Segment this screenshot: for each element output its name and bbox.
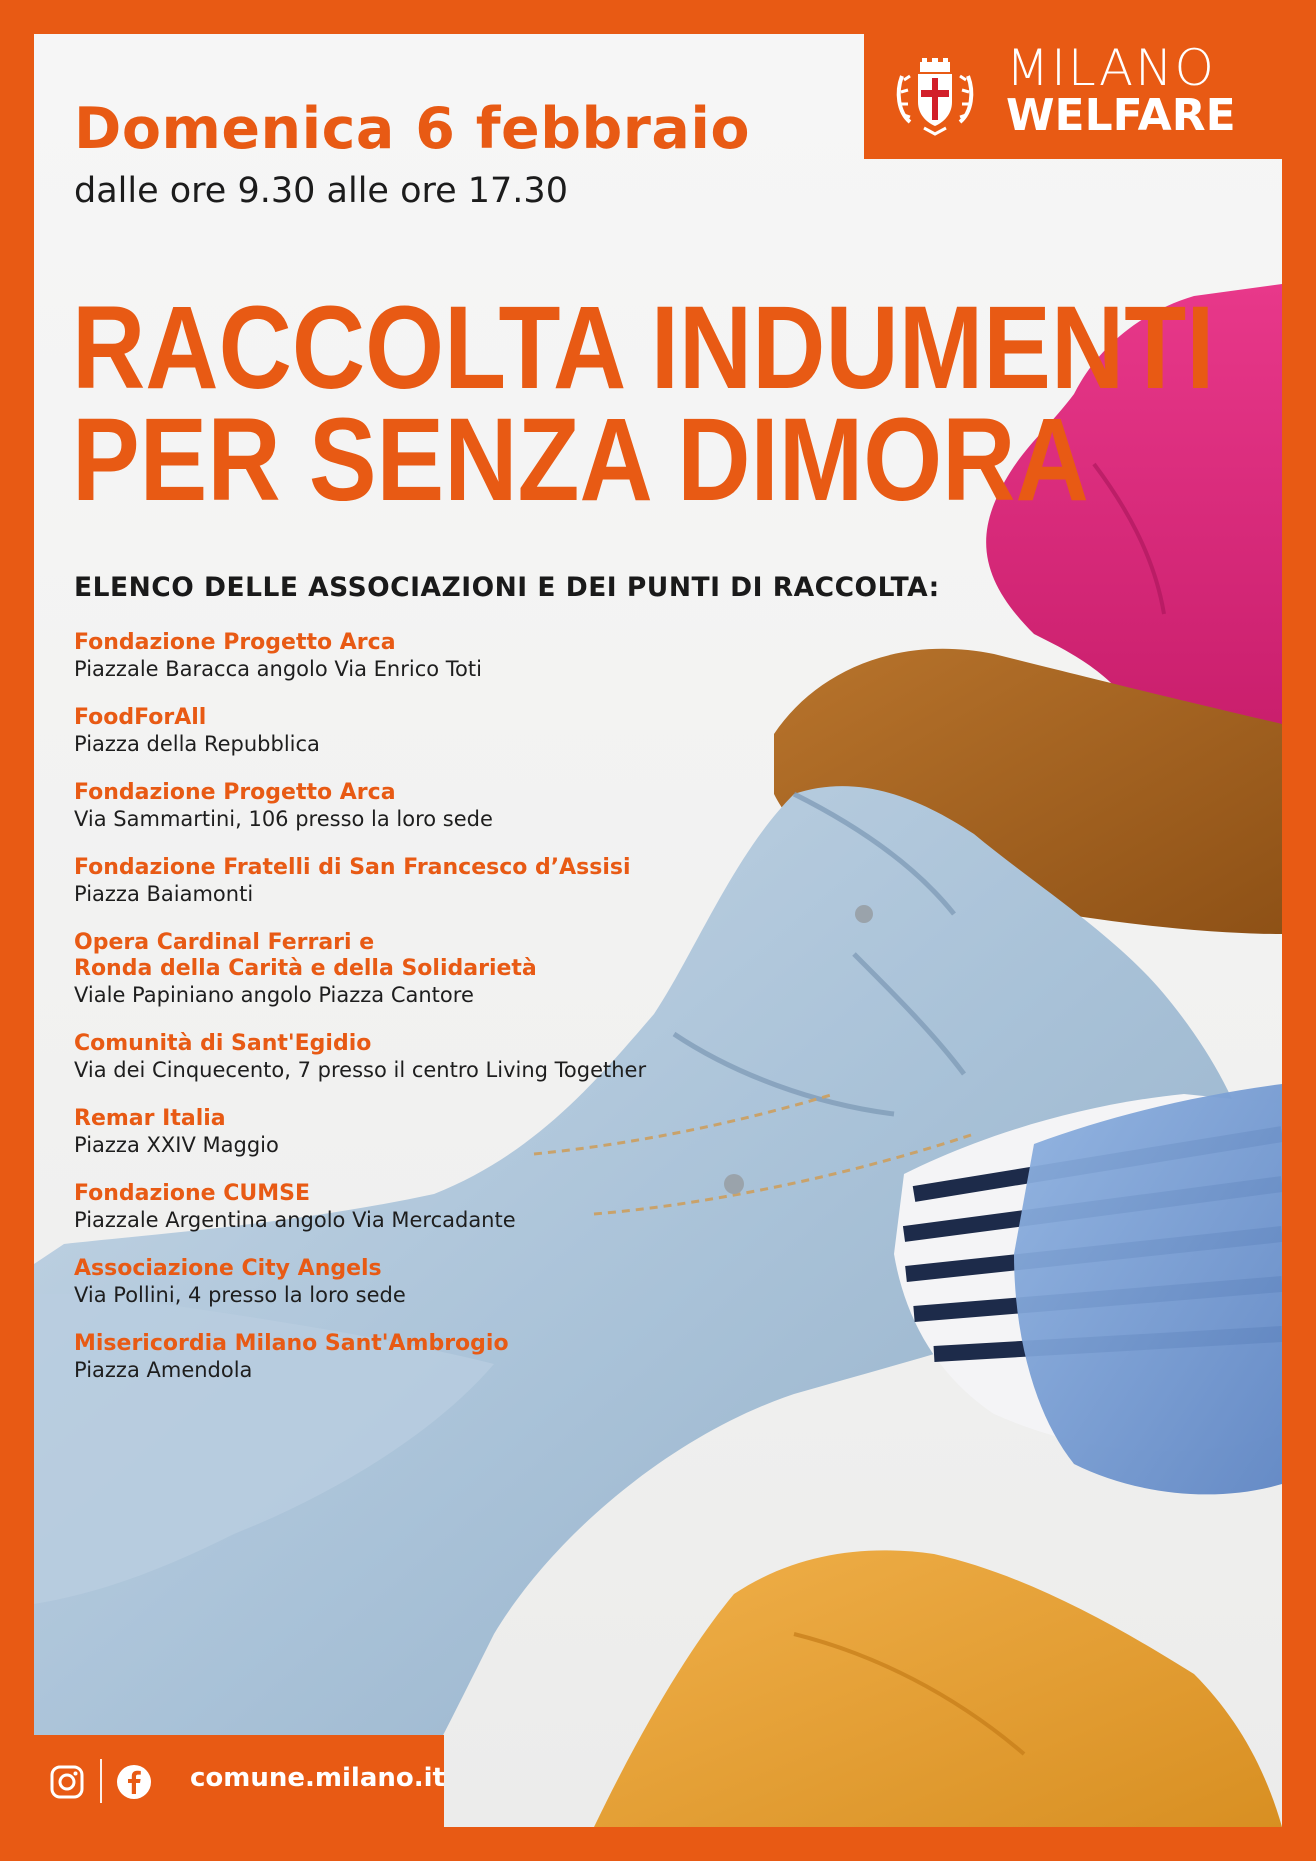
association-address: Via dei Cinquecento, 7 presso il centro Living Together bbox=[74, 1058, 647, 1082]
association-name: Fondazione Fratelli di San Francesco d’Assisi bbox=[74, 855, 631, 880]
logo-city-name: MILANO bbox=[1006, 39, 1216, 97]
association-address: Via Sammartini, 106 presso la loro sede bbox=[74, 807, 493, 831]
poster-panel bbox=[34, 34, 1282, 1827]
association-name: Fondazione CUMSE bbox=[74, 1181, 310, 1206]
association-name: Fondazione Progetto Arca bbox=[74, 630, 396, 655]
mustard-shirt bbox=[594, 1550, 1282, 1827]
association-name: Remar Italia bbox=[74, 1106, 226, 1131]
list-item bbox=[74, 1106, 794, 1181]
list-heading: ELENCO DELLE ASSOCIAZIONI E DEI PUNTI DI RACCOLTA: bbox=[74, 572, 940, 603]
association-address: Piazzale Baracca angolo Via Enrico Toti bbox=[74, 657, 482, 681]
website-link[interactable]: comune.milano.it bbox=[190, 1763, 445, 1793]
association-name: Misericordia Milano Sant'Ambrogio bbox=[74, 1331, 509, 1356]
association-address: Viale Papiniano angolo Piazza Cantore bbox=[74, 983, 474, 1007]
list-item bbox=[74, 855, 794, 930]
list-item bbox=[74, 1256, 794, 1331]
association-address: Piazzale Argentina angolo Via Mercadante bbox=[74, 1208, 516, 1232]
instagram-icon[interactable] bbox=[50, 1765, 84, 1799]
list-item bbox=[74, 1031, 794, 1106]
association-name: Associazione City Angels bbox=[74, 1256, 382, 1281]
list-item bbox=[74, 705, 794, 780]
event-date: Domenica 6 febbraio bbox=[74, 96, 751, 162]
list-item bbox=[74, 1181, 794, 1256]
association-address: Piazza XXIV Maggio bbox=[74, 1133, 279, 1157]
facebook-icon[interactable] bbox=[116, 1764, 152, 1800]
association-name: Opera Cardinal Ferrari e Ronda della Carità e della Solidarietà bbox=[74, 930, 537, 981]
association-list bbox=[74, 630, 794, 1406]
association-name: FoodForAll bbox=[74, 705, 207, 730]
association-name: Fondazione Progetto Arca bbox=[74, 780, 396, 805]
milano-coat-of-arms-icon bbox=[890, 52, 980, 142]
logo-department: WELFARE bbox=[1006, 90, 1236, 141]
milano-welfare-logo bbox=[864, 34, 1282, 159]
footer-divider bbox=[100, 1759, 102, 1803]
list-item bbox=[74, 630, 794, 705]
main-title-line-2: PER SENZA DIMORA bbox=[72, 394, 1089, 526]
main-title-line-1: RACCOLTA INDUMENTI bbox=[72, 282, 1215, 414]
association-address: Via Pollini, 4 presso la loro sede bbox=[74, 1283, 406, 1307]
list-item bbox=[74, 780, 794, 855]
event-hours: dalle ore 9.30 alle ore 17.30 bbox=[74, 171, 568, 211]
association-address: Piazza della Repubblica bbox=[74, 732, 320, 756]
list-item bbox=[74, 930, 794, 1031]
association-address: Piazza Baiamonti bbox=[74, 882, 254, 906]
association-name: Comunità di Sant'Egidio bbox=[74, 1031, 372, 1056]
main-title bbox=[72, 282, 1215, 526]
list-item bbox=[74, 1331, 794, 1406]
blue-shirt bbox=[1014, 1084, 1282, 1494]
association-address: Piazza Amendola bbox=[74, 1358, 253, 1382]
footer-bar bbox=[34, 1735, 444, 1827]
